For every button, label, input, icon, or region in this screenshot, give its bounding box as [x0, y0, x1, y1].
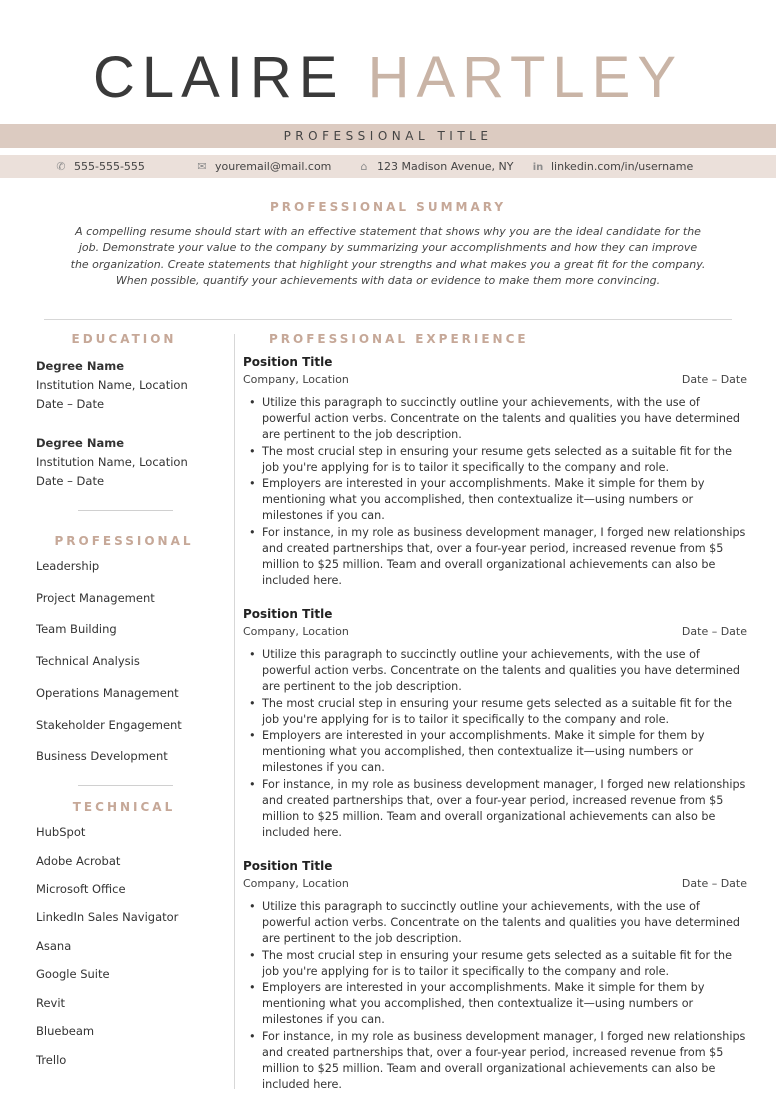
tech-item: Bluebeam: [36, 1024, 95, 1038]
professional-title: PROFESSIONAL TITLE: [283, 129, 493, 143]
job-dates: Date – Date: [681, 877, 747, 890]
job-entry: [243, 607, 747, 841]
job-bullets: [243, 899, 747, 1093]
linkedin-text[interactable]: linkedin.com/in/username: [551, 160, 694, 173]
column-divider: [234, 334, 235, 1089]
company-location: Company, Location: [243, 625, 349, 638]
skill-item: Team Building: [36, 622, 117, 636]
contact-email[interactable]: [196, 155, 331, 178]
position-title: Position Title: [243, 607, 333, 621]
tech-item: Revit: [36, 996, 66, 1010]
tech-item: Microsoft Office: [36, 882, 126, 896]
linkedin-icon: in: [532, 162, 544, 173]
job-bullet: • Utilize this paragraph to succinctly outline your achievements, with the use of powerful action verbs. Concentrate on the talents and qualities you have determined are pertinent to the job description.: [262, 395, 747, 444]
summary-heading: PROFESSIONAL SUMMARY: [269, 200, 507, 214]
skill-item: Business Development: [36, 749, 168, 763]
institution: Institution Name, Location: [36, 455, 188, 469]
summary-divider: [44, 319, 732, 320]
company-row: [243, 877, 747, 893]
job-bullet: • For instance, in my role as business development manager, I forged new relationships and created partnerships that, over a four-year period, increased revenue from $5 million to $25 million. Team and overall organizational achievements can also be included here.: [262, 1029, 747, 1094]
candidate-name: [0, 44, 776, 111]
job-bullets: [243, 647, 747, 841]
education-heading: EDUCATION: [71, 332, 177, 346]
job-bullet: • The most crucial step in ensuring your resume gets selected as a suitable fit for the job you're applying for is to tailor it specifically to the company and role.: [262, 444, 747, 476]
education-dates: Date – Date: [36, 474, 105, 488]
left-divider: [78, 785, 173, 786]
company-row: [243, 373, 747, 389]
tech-item: LinkedIn Sales Navigator: [36, 910, 179, 924]
home-icon: ⌂: [360, 160, 368, 173]
degree-name: Degree Name: [36, 436, 125, 450]
experience-heading: PROFESSIONAL EXPERIENCE: [269, 332, 529, 346]
address-text: 123 Madison Avenue, NY: [377, 160, 514, 173]
degree-name: Degree Name: [36, 359, 125, 373]
professional-title-bar: [0, 124, 776, 148]
skill-item: Project Management: [36, 591, 155, 605]
job-bullet: • Employers are interested in your accomplishments. Make it simple for them by mentioning what you accomplished, then contextualize it—using numbers or milestones if you can.: [262, 728, 747, 777]
position-title: Position Title: [243, 355, 333, 369]
institution: Institution Name, Location: [36, 378, 188, 392]
job-entry: [243, 859, 747, 1093]
job-bullets: [243, 395, 747, 589]
envelope-icon: ✉: [197, 160, 207, 173]
company-location: Company, Location: [243, 877, 349, 890]
contact-address: [358, 155, 514, 178]
skill-item: Technical Analysis: [36, 654, 140, 668]
contact-phone: [55, 155, 145, 178]
job-bullet: • Utilize this paragraph to succinctly outline your achievements, with the use of powerful action verbs. Concentrate on the talents and qualities you have determined are pertinent to the job description.: [262, 899, 747, 948]
first-name: CLAIRE: [92, 45, 345, 110]
tech-item: Trello: [36, 1053, 67, 1067]
tech-item: HubSpot: [36, 825, 86, 839]
job-bullet: • For instance, in my role as business development manager, I forged new relationships and created partnerships that, over a four-year period, increased revenue from $5 million to $25 million. Team and overall organizational achievements can also be included here.: [262, 777, 747, 842]
summary-text: A compelling resume should start with an effective statement that shows why you are the ideal candidate for the job. Demonstrate your value to the company by summarizing your accomplishments and how they can improve the organization. Create statements that highlight your strengths and what makes you a great fit for the company. When possible, quantify your achievements with data or evidence to make them more convincing.: [70, 225, 706, 288]
tech-item: Asana: [36, 939, 72, 953]
professional-skills-heading: PROFESSIONAL: [54, 534, 194, 548]
job-bullet: • Utilize this paragraph to succinctly outline your achievements, with the use of powerful action verbs. Concentrate on the talents and qualities you have determined are pertinent to the job description.: [262, 647, 747, 696]
company-row: [243, 625, 747, 641]
job-bullet: • For instance, in my role as business development manager, I forged new relationships and created partnerships that, over a four-year period, increased revenue from $5 million to $25 million. Team and overall organizational achievements can also be included here.: [262, 525, 747, 590]
job-bullet: • Employers are interested in your accomplishments. Make it simple for them by mentioning what you accomplished, then contextualize it—using numbers or milestones if you can.: [262, 476, 747, 525]
contact-linkedin[interactable]: [532, 155, 693, 178]
technical-skills-heading: TECHNICAL: [72, 800, 176, 814]
tech-item: Adobe Acrobat: [36, 854, 121, 868]
left-divider: [78, 510, 173, 511]
tech-item: Google Suite: [36, 967, 110, 981]
last-name: HARTLEY: [367, 45, 684, 110]
job-bullet: • The most crucial step in ensuring your resume gets selected as a suitable fit for the job you're applying for is to tailor it specifically to the company and role.: [262, 948, 747, 980]
skill-item: Stakeholder Engagement: [36, 718, 182, 732]
company-location: Company, Location: [243, 373, 349, 386]
phone-text: 555-555-555: [74, 160, 145, 173]
skill-item: Leadership: [36, 559, 100, 573]
position-title: Position Title: [243, 859, 333, 873]
education-dates: Date – Date: [36, 397, 105, 411]
job-dates: Date – Date: [681, 625, 747, 638]
email-text[interactable]: youremail@mail.com: [215, 160, 332, 173]
skill-item: Operations Management: [36, 686, 179, 700]
job-dates: Date – Date: [681, 373, 747, 386]
job-bullet: • The most crucial step in ensuring your resume gets selected as a suitable fit for the job you're applying for is to tailor it specifically to the company and role.: [262, 696, 747, 728]
contact-bar: [0, 155, 776, 178]
job-bullet: • Employers are interested in your accomplishments. Make it simple for them by mentioning what you accomplished, then contextualize it—using numbers or milestones if you can.: [262, 980, 747, 1029]
job-entry: [243, 355, 747, 589]
phone-icon: ✆: [56, 160, 66, 173]
